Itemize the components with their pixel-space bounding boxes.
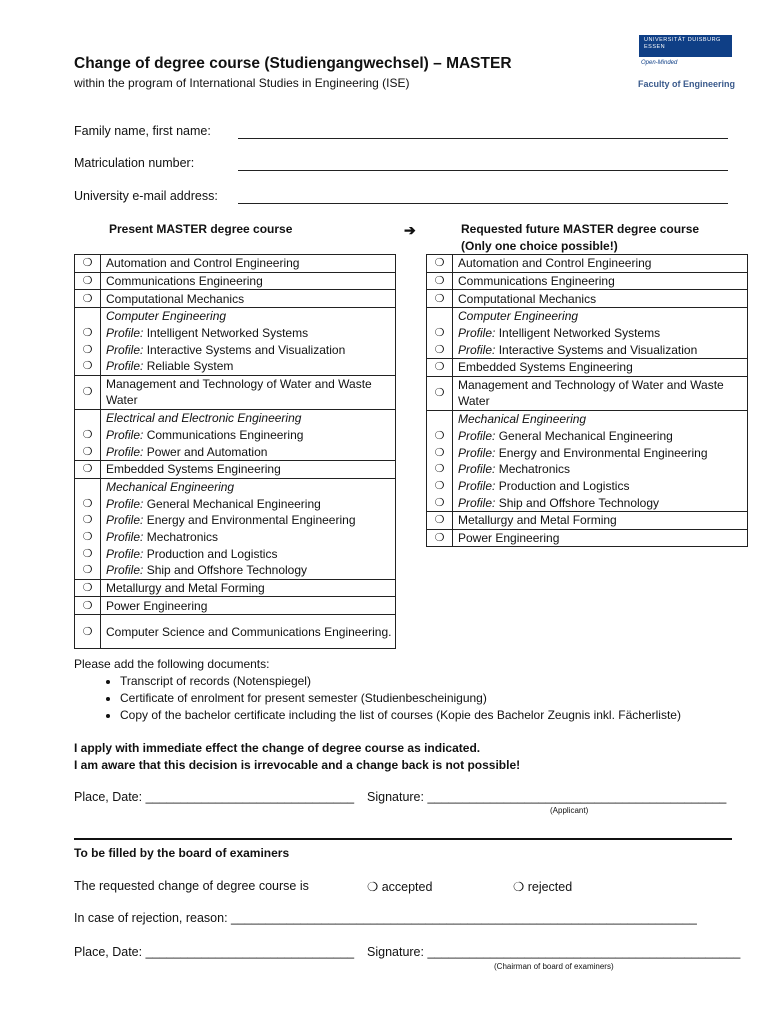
radio-circle-icon[interactable]: ❍ (427, 529, 453, 547)
radio-circle-icon[interactable]: ❍ (367, 880, 379, 894)
course-label: Mechanical Engineering (101, 478, 396, 495)
profile-name: Ship and Offshore Technology (495, 495, 660, 510)
radio-circle-icon[interactable]: ❍ (513, 880, 525, 894)
course-label: Metallurgy and Metal Forming (101, 579, 396, 597)
faculty-name: Faculty of Engineering (638, 79, 736, 89)
course-row[interactable] (75, 460, 396, 478)
course-row[interactable] (427, 325, 748, 342)
radio-circle-icon[interactable]: ❍ (75, 512, 101, 529)
course-label: Automation and Control Engineering (453, 255, 748, 273)
university-logo: UNIVERSITÄT DUISBURG ESSEN (639, 35, 732, 57)
logo-tagline: Open-Minded (641, 60, 678, 66)
decision-label: The requested change of degree course is (74, 879, 309, 893)
profile-name: Mechatronics (495, 462, 571, 477)
course-row[interactable] (75, 375, 396, 409)
matriculation-field[interactable] (238, 169, 728, 171)
profile-name: Power and Automation (143, 444, 268, 459)
document-item: • Copy of the bachelor certificate including the list of courses (Kopie des Bachelor Zeugnis inkl. Fächerliste) (120, 707, 681, 724)
course-row[interactable] (75, 562, 396, 579)
profile-prefix: Profile: (106, 427, 144, 442)
declaration-line: I apply with immediate effect the change of degree course as indicated. (74, 741, 481, 755)
future-course-note: (Only one choice possible!) (461, 239, 618, 253)
profile-prefix: Profile: (106, 546, 144, 561)
radio-circle-icon[interactable]: ❍ (427, 290, 453, 308)
profile-name: Mechatronics (143, 529, 219, 544)
profile-prefix: Profile: (106, 444, 144, 459)
profile-prefix: Profile: (106, 513, 144, 528)
accepted-option[interactable] (367, 879, 432, 894)
document-item: • Certificate of enrolment for present semester (Studienbescheinigung) (120, 690, 681, 707)
course-label: Computer Engineering (453, 308, 748, 325)
radio-circle-icon[interactable]: ❍ (75, 579, 101, 597)
course-row[interactable] (427, 255, 748, 273)
documents-list (74, 673, 681, 724)
present-course-table (74, 254, 396, 649)
family-name-label: Family name, first name: (74, 124, 211, 138)
course-label: Mechanical Engineering (453, 410, 748, 427)
course-row[interactable] (427, 529, 748, 547)
course-row[interactable] (427, 461, 748, 478)
course-label (453, 461, 748, 478)
profile-name: Energy and Environmental Engineering (495, 445, 708, 460)
course-row[interactable] (75, 545, 396, 562)
document-item: • Transcript of records (Notenspiegel) (120, 673, 681, 690)
course-label (101, 512, 396, 529)
radio-circle-icon[interactable]: ❍ (427, 255, 453, 273)
radio-circle-icon[interactable]: ❍ (427, 478, 453, 495)
radio-circle-icon[interactable]: ❍ (75, 427, 101, 444)
course-label: Management and Technology of Water and Waste Water (101, 375, 396, 409)
profile-name: Energy and Environmental Engineering (143, 513, 356, 528)
declaration-line: I am aware that this decision is irrevocable and a change back is not possible! (74, 758, 521, 772)
course-label (101, 545, 396, 562)
profile-name: Production and Logistics (495, 478, 630, 493)
empty-cell (75, 308, 101, 325)
profile-name: Communications Engineering (143, 427, 304, 442)
profile-name: Production and Logistics (143, 546, 278, 561)
documents-section (74, 656, 681, 724)
course-row[interactable] (427, 511, 748, 529)
profile-prefix: Profile: (458, 478, 496, 493)
radio-circle-icon[interactable]: ❍ (75, 375, 101, 409)
course-row[interactable] (427, 290, 748, 308)
radio-circle-icon[interactable]: ❍ (75, 597, 101, 615)
course-label: Electrical and Electronic Engineering (101, 409, 396, 426)
profile-name: Intelligent Networked Systems (143, 326, 309, 341)
profile-prefix: Profile: (458, 428, 496, 443)
profile-prefix: Profile: (458, 495, 496, 510)
radio-circle-icon[interactable]: ❍ (75, 495, 101, 512)
course-row[interactable] (75, 325, 396, 342)
profile-name: Interactive Systems and Visualization (495, 342, 698, 357)
applicant-note: (Applicant) (550, 806, 589, 815)
radio-circle-icon[interactable]: ❍ (427, 272, 453, 290)
course-row[interactable] (427, 444, 748, 461)
radio-circle-icon[interactable]: ❍ (75, 290, 101, 308)
course-label (101, 325, 396, 342)
course-row[interactable] (427, 494, 748, 511)
empty-cell (75, 478, 101, 495)
course-row[interactable] (75, 529, 396, 546)
course-label (101, 427, 396, 444)
course-row[interactable] (427, 272, 748, 290)
course-label (453, 478, 748, 495)
course-label (453, 325, 748, 342)
radio-circle-icon[interactable]: ❍ (75, 529, 101, 546)
course-row[interactable] (75, 358, 396, 375)
profile-name: Reliable System (143, 359, 234, 374)
course-label (101, 562, 396, 579)
radio-circle-icon[interactable]: ❍ (427, 359, 453, 377)
profile-name: General Mechanical Engineering (495, 428, 673, 443)
profile-prefix: Profile: (106, 529, 144, 544)
rejection-reason-field[interactable]: In case of rejection, reason: ___________________________________________________________________ (74, 911, 697, 925)
course-row[interactable] (75, 255, 396, 273)
accepted-label: accepted (381, 880, 433, 894)
page-subtitle: within the program of International Studies in Engineering (ISE) (74, 76, 410, 90)
email-label: University e-mail address: (74, 189, 218, 203)
course-row[interactable] (427, 359, 748, 377)
course-label: Computer Engineering (101, 308, 396, 325)
arrow-right-icon: ➔ (404, 222, 416, 238)
profile-prefix: Profile: (106, 326, 144, 341)
course-label: Communications Engineering (101, 272, 396, 290)
course-row[interactable] (427, 478, 748, 495)
course-label (101, 495, 396, 512)
course-row (427, 308, 748, 325)
empty-cell (427, 410, 453, 427)
profile-prefix: Profile: (106, 496, 144, 511)
profile-prefix: Profile: (106, 563, 144, 578)
rejected-label: rejected (527, 880, 573, 894)
course-label (453, 428, 748, 445)
course-row (75, 409, 396, 426)
radio-circle-icon[interactable]: ❍ (427, 325, 453, 342)
course-label: Embedded Systems Engineering (101, 460, 396, 478)
profile-prefix: Profile: (458, 445, 496, 460)
page-title: Change of degree course (Studiengangwechsel) – MASTER (74, 55, 512, 72)
radio-circle-icon[interactable]: ❍ (75, 255, 101, 273)
course-row[interactable] (427, 428, 748, 445)
profile-name: General Mechanical Engineering (143, 496, 321, 511)
family-name-field[interactable] (238, 137, 728, 139)
course-row[interactable] (75, 512, 396, 529)
radio-circle-icon[interactable]: ❍ (75, 341, 101, 358)
section-divider (74, 838, 732, 840)
course-label: Automation and Control Engineering (101, 255, 396, 273)
applicant-place-date-field[interactable]: Place, Date: ______________________________ (74, 790, 355, 804)
radio-circle-icon[interactable]: ❍ (427, 511, 453, 529)
radio-circle-icon[interactable]: ❍ (427, 341, 453, 358)
profile-prefix: Profile: (458, 342, 496, 357)
radio-circle-icon[interactable]: ❍ (75, 443, 101, 460)
course-row[interactable] (75, 341, 396, 358)
course-label: Management and Technology of Water and Waste Water (453, 376, 748, 410)
board-signature-field[interactable]: Signature: _____________________________________________ (367, 945, 741, 959)
chairman-note: (Chairman of board of examiners) (494, 962, 614, 971)
course-label: Computational Mechanics (453, 290, 748, 308)
course-row[interactable] (75, 272, 396, 290)
radio-circle-icon[interactable]: ❍ (75, 358, 101, 375)
radio-circle-icon[interactable]: ❍ (427, 376, 453, 410)
profile-name: Intelligent Networked Systems (495, 326, 661, 341)
course-row[interactable] (75, 579, 396, 597)
course-row[interactable] (427, 341, 748, 358)
course-label (453, 341, 748, 358)
course-label (101, 358, 396, 375)
course-label: Metallurgy and Metal Forming (453, 511, 748, 529)
profile-prefix: Profile: (106, 359, 144, 374)
documents-intro: Please add the following documents: (74, 657, 270, 671)
radio-circle-icon[interactable]: ❍ (427, 494, 453, 511)
course-label (453, 444, 748, 461)
radio-circle-icon[interactable]: ❍ (427, 461, 453, 478)
course-label: Power Engineering (453, 529, 748, 547)
profile-prefix: Profile: (458, 462, 496, 477)
radio-circle-icon[interactable]: ❍ (75, 460, 101, 478)
course-row[interactable] (75, 495, 396, 512)
empty-cell (427, 308, 453, 325)
course-label: Power Engineering (101, 597, 396, 615)
empty-cell (75, 409, 101, 426)
radio-circle-icon[interactable]: ❍ (427, 428, 453, 445)
course-row[interactable] (75, 597, 396, 615)
radio-circle-icon[interactable]: ❍ (75, 615, 101, 649)
course-row[interactable] (75, 290, 396, 308)
present-course-heading: Present MASTER degree course (109, 222, 293, 236)
course-row (75, 478, 396, 495)
radio-circle-icon[interactable]: ❍ (75, 325, 101, 342)
course-label (101, 341, 396, 358)
profile-name: Ship and Offshore Technology (143, 563, 308, 578)
course-label (453, 494, 748, 511)
matriculation-label: Matriculation number: (74, 156, 195, 170)
course-row (427, 410, 748, 427)
course-row[interactable] (75, 443, 396, 460)
future-course-heading: Requested future MASTER degree course (461, 222, 700, 236)
radio-circle-icon[interactable]: ❍ (75, 272, 101, 290)
rejected-option[interactable] (513, 879, 572, 894)
course-label: Communications Engineering (453, 272, 748, 290)
board-place-date-field[interactable]: Place, Date: ______________________________ (74, 945, 355, 959)
profile-name: Interactive Systems and Visualization (143, 342, 346, 357)
radio-circle-icon[interactable]: ❍ (427, 444, 453, 461)
course-row (75, 308, 396, 325)
declaration (74, 740, 520, 774)
course-row[interactable] (427, 376, 748, 410)
course-row[interactable] (75, 427, 396, 444)
profile-prefix: Profile: (458, 326, 496, 341)
profile-prefix: Profile: (106, 342, 144, 357)
course-row[interactable] (75, 615, 396, 649)
course-label: Embedded Systems Engineering (453, 359, 748, 377)
email-field[interactable] (238, 202, 728, 204)
radio-circle-icon[interactable]: ❍ (75, 545, 101, 562)
board-heading: To be filled by the board of examiners (74, 846, 290, 860)
radio-circle-icon[interactable]: ❍ (75, 562, 101, 579)
course-label: Computer Science and Communications Engineering. (101, 615, 396, 649)
course-label: Computational Mechanics (101, 290, 396, 308)
course-label (101, 529, 396, 546)
future-course-table (426, 254, 748, 547)
course-label (101, 443, 396, 460)
applicant-signature-field[interactable]: Signature: ___________________________________________ (367, 790, 727, 804)
